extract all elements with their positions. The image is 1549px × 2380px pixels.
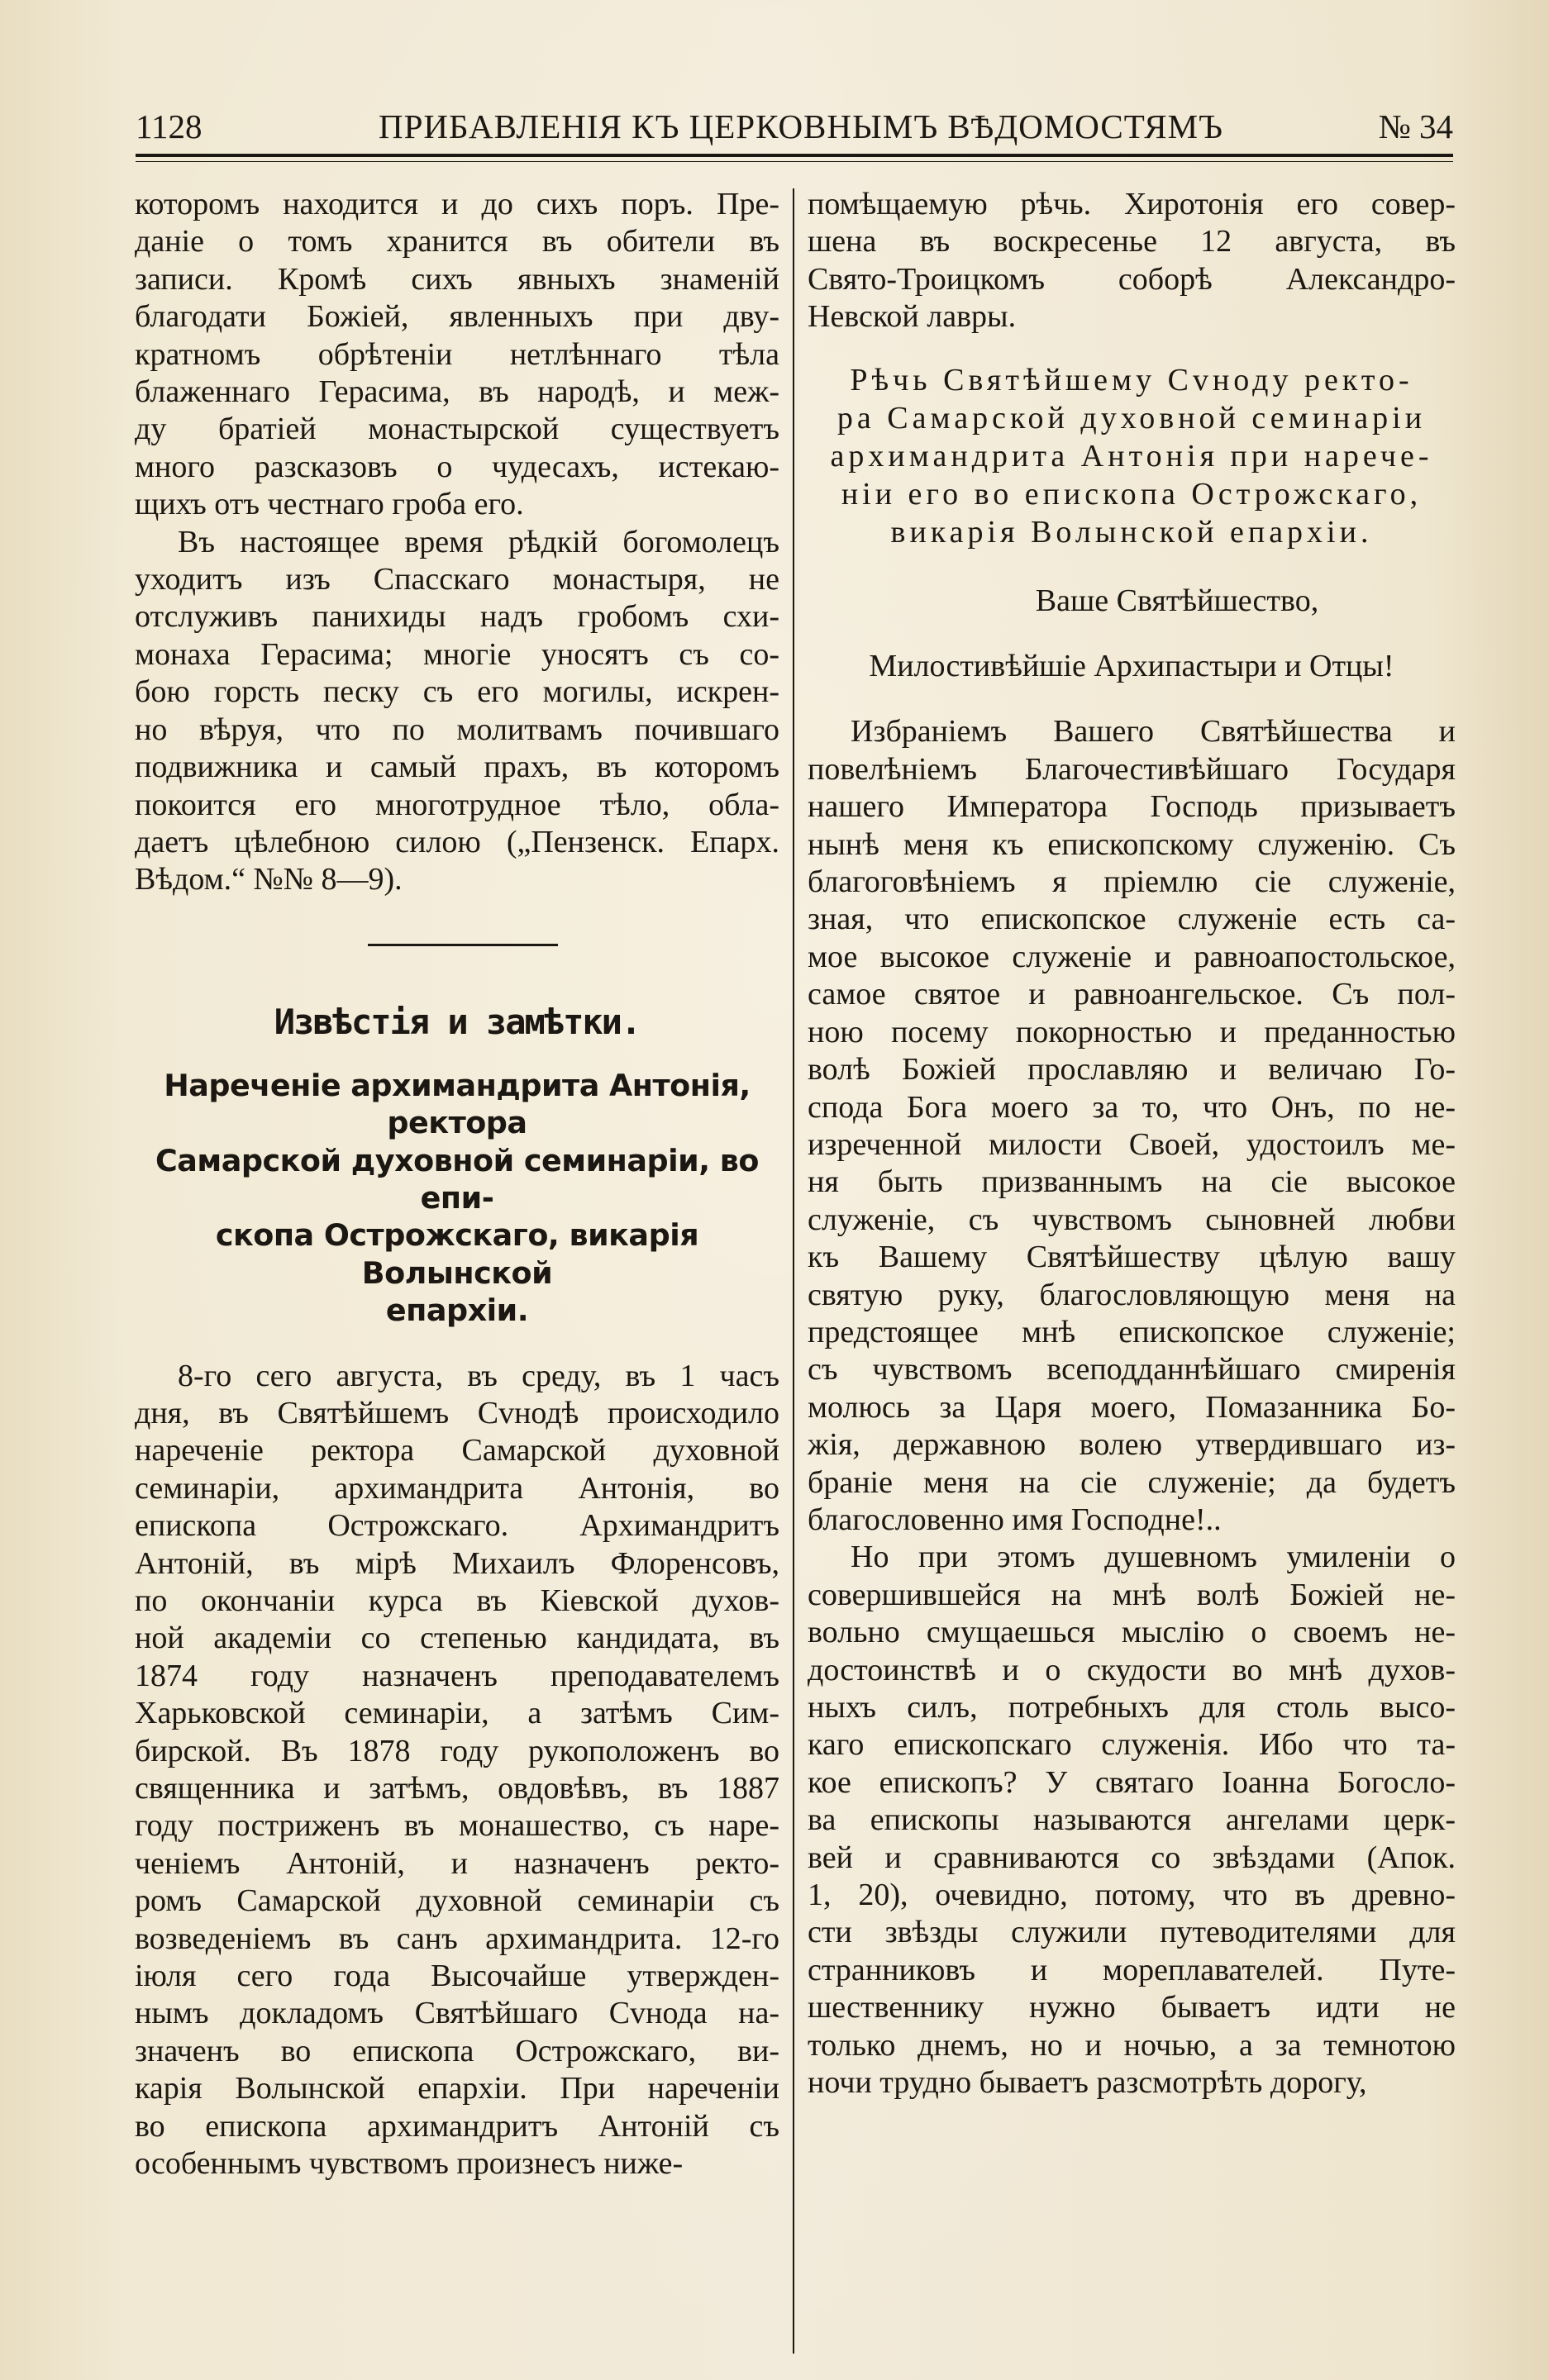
text-line: ною посему покорностью и преданностью xyxy=(808,1014,1456,1050)
text-line: ной академіи со степенью кандидата, въ xyxy=(135,1621,779,1656)
text-line: ночи трудно бываетъ разсмотрѣть дорогу, xyxy=(808,2065,1367,2101)
text-line: ду братіей монастырской существуетъ xyxy=(135,412,779,447)
separator-rule xyxy=(368,944,558,946)
salutation-archpastors: Милостивѣйшіе Архипастыри и Отцы! xyxy=(869,649,1394,684)
text-line: нашего Императора Господь призываетъ xyxy=(808,789,1456,825)
text-line: странниковъ и мореплавателей. Путе- xyxy=(808,1952,1456,1987)
text-line: къ Вашему Святѣйшеству цѣлую вашу xyxy=(808,1240,1456,1275)
text-line: которомъ находится и до сихъ поръ. Пре- xyxy=(135,187,779,221)
text-line: уходитъ изъ Спасскаго монастыря, не xyxy=(135,562,779,597)
text-line: даніе о томъ хранится въ обители въ xyxy=(135,224,779,259)
text-line: ныхъ силъ, потребныхъ для столь высо- xyxy=(808,1690,1456,1725)
text-line: вольно смущаешься мыслію о своемъ не- xyxy=(808,1615,1456,1650)
text-line: кратномъ обрѣтеніи нетлѣннаго тѣла xyxy=(135,336,779,372)
text-line: подвижника и самый прахъ, въ которомъ xyxy=(135,750,779,785)
text-line: служеніе, съ чувствомъ сыновней любви xyxy=(808,1202,1456,1237)
text-line: епископа Острожскаго. Архимандритъ xyxy=(135,1508,779,1544)
text-line: Свято-Троицкомъ соборѣ Александро- xyxy=(808,261,1456,297)
text-line: волѣ Божіей прославляю и величаю Го- xyxy=(808,1052,1456,1088)
text-line: нымъ докладомъ Святѣйшаго Сvнода на- xyxy=(135,1996,779,2031)
column-divider xyxy=(793,188,794,2354)
text-line: архимандрита Антонія при нарече- xyxy=(830,438,1433,474)
text-line: особеннымъ чувствомъ произнесъ ниже- xyxy=(135,2146,684,2182)
text-line: дня, въ Святѣйшемъ Сvнодѣ происходило xyxy=(135,1395,779,1430)
text-line: спода Бога моего за то, что Онъ, по не- xyxy=(808,1089,1456,1125)
text-line: шена въ воскресенье 12 августа, въ xyxy=(808,224,1456,259)
text-line: кое епископъ? У святаго Іоанна Богосло- xyxy=(808,1764,1456,1800)
paragraph-gerasim-relics xyxy=(135,186,779,524)
text-line: мое высокое служеніе и равноапостольское, xyxy=(808,939,1456,974)
text-line: ніи его во епископа Острожскаго, xyxy=(841,476,1423,512)
text-line: году постриженъ въ монашество, съ наре- xyxy=(135,1808,779,1844)
page-number: 1128 xyxy=(136,107,203,145)
running-header xyxy=(136,101,1453,152)
text-line: браніе меня на сіе служеніе; да будетъ xyxy=(808,1464,1456,1500)
left-column xyxy=(135,186,779,2183)
header-rule-thick xyxy=(136,154,1453,157)
text-line: священника и затѣмъ, овдовѣвъ, въ 1887 xyxy=(135,1771,779,1806)
text-line: благоговѣніемъ я пріемлю сіе служеніе, xyxy=(808,864,1456,900)
spacer xyxy=(808,685,1456,713)
text-line: во епископа архимандритъ Антоній съ xyxy=(135,2108,779,2144)
text-line: 8-го сего августа, въ среду, въ 1 часъ xyxy=(178,1358,779,1393)
journal-title: ПРИБАВЛЕНІЯ КЪ ЦЕРКОВНЫМЪ ВѢДОМОСТЯМЪ xyxy=(378,107,1223,145)
paragraph-pilgrims xyxy=(135,524,779,899)
text-line: 1, 20), очевидно, потому, что въ древно- xyxy=(808,1878,1456,1913)
text-line: іюля сего года Высочайше утвержден- xyxy=(135,1959,779,1994)
text-line: жія, державною волею утвердившаго из- xyxy=(808,1427,1456,1463)
text-line: щихъ отъ честнаго гроба его. xyxy=(135,487,524,522)
text-line: нареченіе ректора Самарской духовной xyxy=(135,1433,779,1468)
text-line: семинаріи, архимандрита Антонія, во xyxy=(135,1470,779,1506)
text-line: возведеніемъ въ санъ архимандрита. 12-го xyxy=(135,1921,779,1956)
text-line: Невской лавры. xyxy=(808,299,1017,335)
paragraph-speech-unworthiness xyxy=(808,1539,1456,2102)
article-headline xyxy=(135,1067,779,1330)
text-line: записи. Кромѣ сихъ явныхъ знаменій xyxy=(135,261,779,297)
text-line: Рѣчь Святѣйшему Сvноду ректо- xyxy=(850,362,1413,397)
section-title: Извѣстія и замѣтки. xyxy=(274,1001,641,1042)
text-line: предстоящее мнѣ епископское служеніе; xyxy=(808,1314,1456,1349)
text-line: отслуживъ панихиды надъ гробомъ схи- xyxy=(135,599,779,635)
text-line: скопа Острожскаго, викарія Волынской xyxy=(215,1217,699,1291)
text-line: помѣщаемую рѣчь. Хиротонія его совер- xyxy=(808,187,1456,221)
text-line: но вѣруя, что по молитвамъ почившаго xyxy=(135,712,779,747)
text-line: сти звѣзды служили путеводителями для xyxy=(808,1915,1456,1950)
text-line: ра Самарской духовной семинаріи xyxy=(836,400,1427,436)
text-line: бирской. Въ 1878 году рукоположенъ во xyxy=(135,1733,779,1768)
text-line: благодати Божіей, явленныхъ при дву- xyxy=(135,299,779,335)
text-line: Но при этомъ душевномъ умиленіи о xyxy=(851,1540,1456,1575)
right-column xyxy=(808,186,1456,2102)
text-line: блаженнаго Герасима, въ народѣ, и меж- xyxy=(135,374,779,410)
text-line: только днемъ, но и ночью, а за темнотою xyxy=(808,2027,1456,2063)
text-line: даетъ цѣлебною силою („Пензенск. Епарх. xyxy=(135,824,779,859)
text-line: карія Волынской епархіи. При нареченіи xyxy=(135,2071,779,2106)
text-line: викарія Волынской епархіи. xyxy=(890,514,1373,550)
text-line: самое святое и равноангельское. Съ пол- xyxy=(808,977,1456,1012)
text-line: повелѣніемъ Благочестивѣйшаго Государя xyxy=(808,751,1456,787)
issue-number: № 34 xyxy=(1378,107,1453,145)
text-line: ромъ Самарской духовной семинаріи съ xyxy=(135,1883,779,1919)
text-line: молюсь за Царя моего, Помазанника Бо- xyxy=(808,1389,1456,1425)
text-line: съ чувствомъ всеподданнѣйшаго смиренія xyxy=(808,1352,1456,1388)
spacer xyxy=(135,1330,779,1358)
text-line: шественнику нужно бываетъ идти не xyxy=(808,1990,1456,2025)
text-line: ченіемъ Антоній, и назначенъ ректо- xyxy=(135,1845,779,1881)
paragraph-speech-calling xyxy=(808,713,1456,1539)
text-line: по окончаніи курса въ Кіевской духов- xyxy=(135,1583,779,1618)
text-line: монаха Герасима; многіе уносятъ съ со- xyxy=(135,636,779,672)
text-line: Самарской духовной семинаріи, во епи- xyxy=(155,1142,759,1216)
text-line: Въ настоящее время рѣдкій богомолецъ xyxy=(178,524,779,559)
speech-title xyxy=(808,361,1456,551)
header-rule-thin xyxy=(136,161,1453,162)
text-line: зная, что епископское служеніе есть са- xyxy=(808,902,1456,937)
text-line: покоится его многотрудное тѣло, обла- xyxy=(135,787,779,822)
text-line: бою горсть песку съ его могилы, искрен- xyxy=(135,674,779,710)
salutation-holiness: Ваше Святѣйшество, xyxy=(1035,583,1319,618)
paragraph-naming-ceremony xyxy=(135,1358,779,2183)
text-line: Вѣдом.“ №№ 8—9). xyxy=(135,862,403,897)
text-line: ва епископы называются ангелами церк- xyxy=(808,1802,1456,1838)
paragraph-consecration xyxy=(808,186,1456,336)
text-line: благословенно имя Господне!.. xyxy=(808,1502,1222,1537)
text-line: вей и сравниваются со звѣздами (Апок. xyxy=(808,1840,1456,1875)
text-line: Антоній, въ мірѣ Михаилъ Флоренсовъ, xyxy=(135,1545,779,1581)
text-line: совершившейся на мнѣ волѣ Божіей не- xyxy=(808,1577,1456,1612)
text-line: нынѣ меня къ епископскому служенію. Съ xyxy=(808,826,1456,862)
text-line: Избраніемъ Вашего Святѣйшества и xyxy=(851,714,1456,750)
text-line: изреченной милости Своей, удостоилъ ме- xyxy=(808,1126,1456,1162)
text-line: достоинствѣ и о скудости во мнѣ духов- xyxy=(808,1652,1456,1687)
text-line: каго епископскаго служенія. Ибо что та- xyxy=(808,1727,1456,1763)
text-line: 1874 году назначенъ преподавателемъ xyxy=(135,1658,779,1693)
text-line: епархіи. xyxy=(385,1292,529,1329)
text-line: много разсказовъ о чудесахъ, истекаю- xyxy=(135,449,779,484)
text-line: святую руку, благословляющую меня на xyxy=(808,1277,1456,1312)
text-line: Нареченіе архимандрита Антонія, ректора xyxy=(164,1067,751,1141)
text-line: ня быть призваннымъ на сіе высокое xyxy=(808,1164,1456,1200)
text-line: Харьковской семинаріи, а затѣмъ Сим- xyxy=(135,1696,779,1731)
text-line: значенъ во епископа Острожскаго, ви- xyxy=(135,2033,779,2068)
